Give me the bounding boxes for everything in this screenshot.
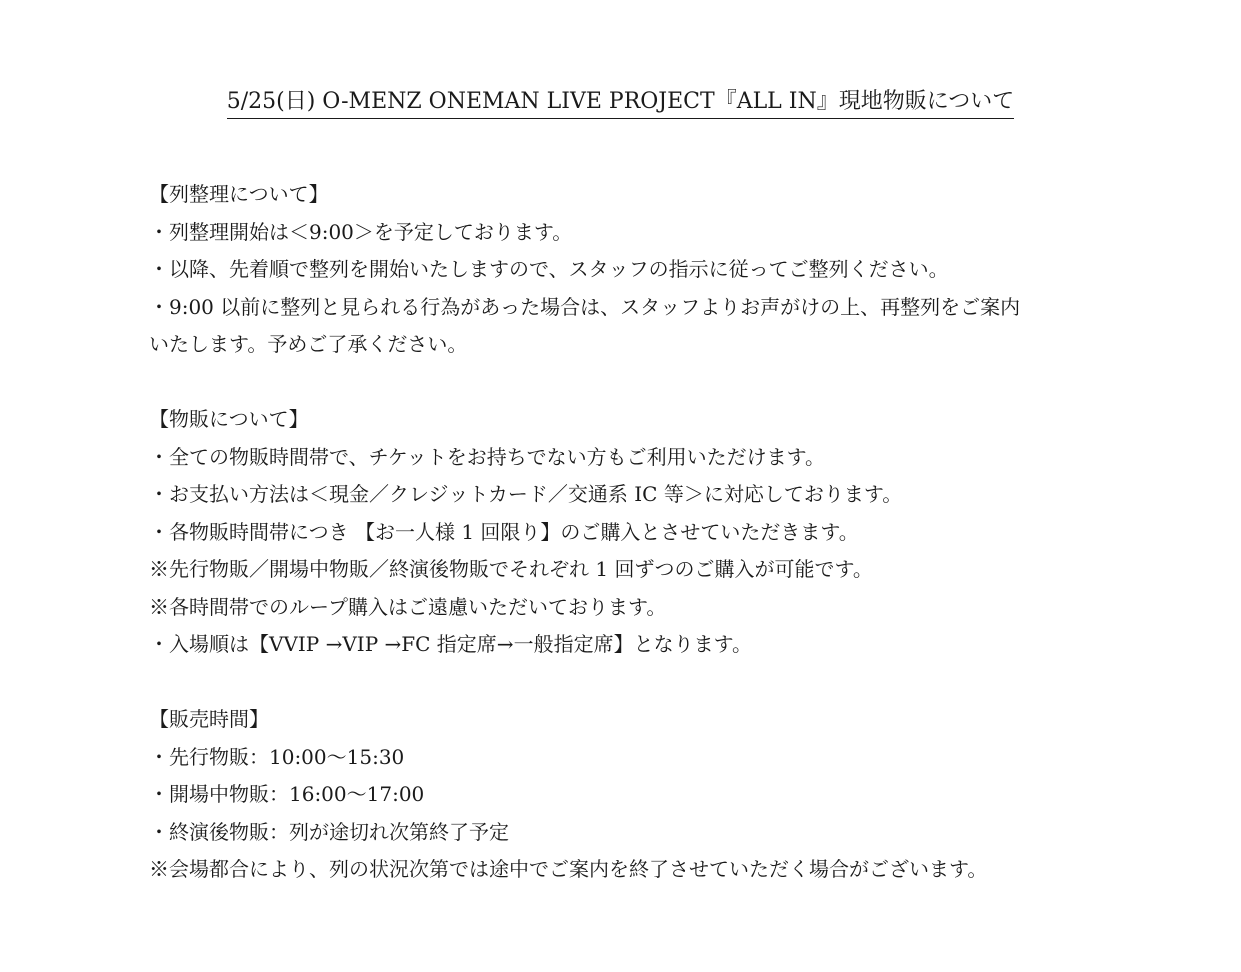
- merch-line-1: ・全ての物販時間帯で、チケットをお持ちでない方もご利用いただけます。: [149, 444, 825, 469]
- merch-line-5: ※各時間帯でのループ購入はご遠慮いただいております。: [149, 594, 667, 619]
- merch-line-6: ・入場順は【VVIP →VIP →FC 指定席→一般指定席】となります。: [149, 632, 752, 656]
- merch-line-3: ・各物販時間帯につき 【お一人様 1 回限り】のご購入とさせていただきます。: [149, 519, 859, 544]
- spacer: [149, 364, 1109, 402]
- section-heading-queue: 【列整理について】: [149, 182, 329, 206]
- page-title: [0, 86, 1241, 119]
- sales-time-line-4: ※会場都合により、列の状況次第では途中でご案内を終了させていただく場合がございます。: [149, 857, 988, 881]
- sales-time-line-3: ・終演後物販：列が途切れ次第終了予定: [149, 819, 509, 844]
- section-heading-merch: 【物販について】: [149, 407, 309, 431]
- section-heading-sales-time: 【販売時間】: [149, 707, 269, 731]
- sales-time-line-2: ・開場中物販：16:00〜17:00: [149, 782, 425, 806]
- queue-line-2: ・以降、先着順で整列を開始いたしますので、スタッフの指示に従ってご整列ください。: [149, 257, 949, 281]
- document-body: [149, 176, 1109, 889]
- queue-line-1: ・列整理開始は＜9:00＞を予定しております。: [149, 219, 573, 244]
- queue-line-4: いたします。予めご了承ください。: [149, 332, 468, 356]
- sales-time-line-1: ・先行物販：10:00〜15:30: [149, 744, 405, 769]
- merch-line-4: ※先行物販／開場中物販／終演後物販でそれぞれ 1 回ずつのご購入が可能です。: [149, 557, 873, 581]
- spacer: [149, 664, 1109, 702]
- merch-line-2: ・お支払い方法は＜現金／クレジットカード／交通系 IC 等＞に対応しております。: [149, 482, 903, 506]
- page-title-text: 5/25(日) O-MENZ ONEMAN LIVE PROJECT『ALL IN』現地物販について: [227, 86, 1015, 119]
- queue-line-3: ・9:00 以前に整列と見られる行為があった場合は、スタッフよりお声がけの上、再整列をご案内: [149, 294, 1021, 319]
